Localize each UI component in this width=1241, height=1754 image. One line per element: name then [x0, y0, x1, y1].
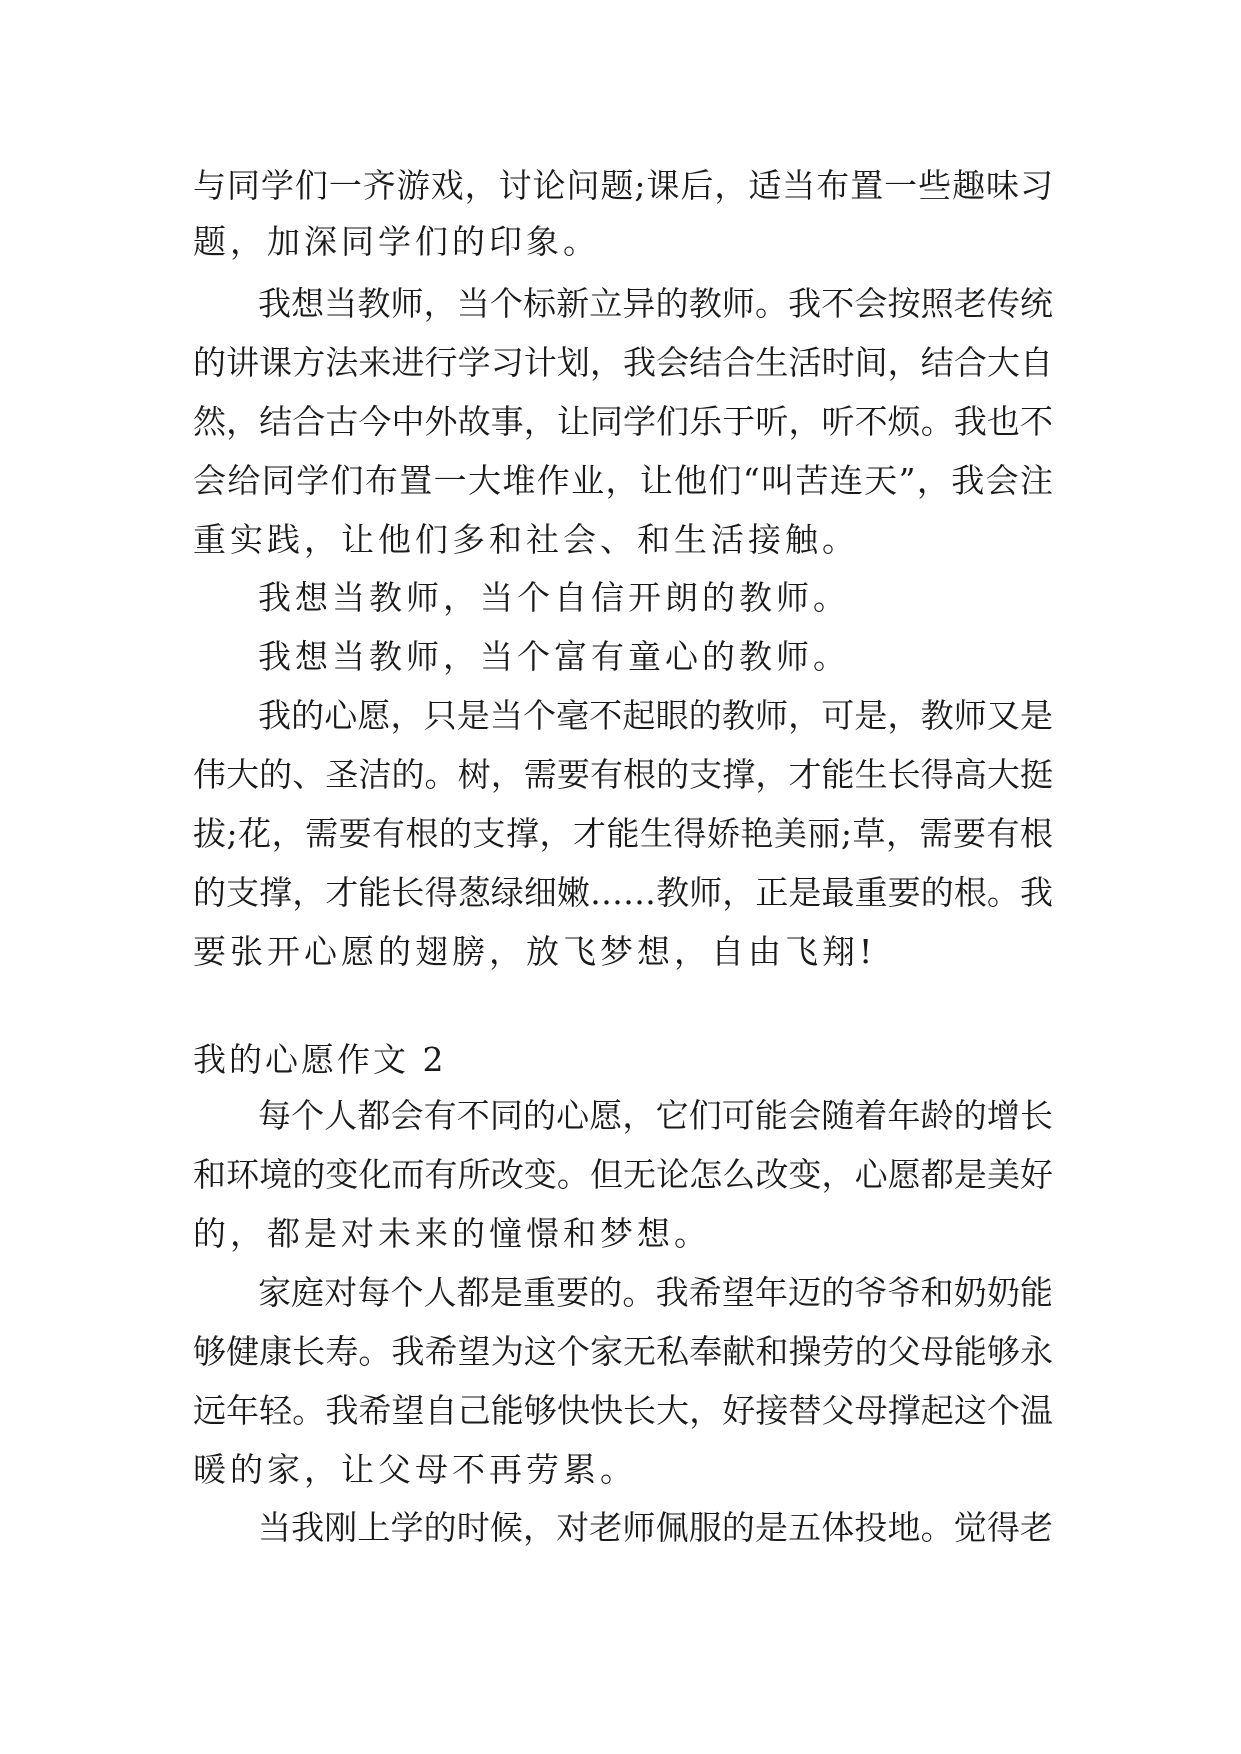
paragraph-line: 然，结合古今中外故事，让同学们乐于听，听不烦。我也不 — [193, 402, 1053, 441]
paragraph-line: 够健康长寿。我希望为这个家无私奉献和操劳的父母能够永 — [193, 1332, 1053, 1371]
paragraph-line: 的，都是对未来的憧憬和梦想。 — [193, 1214, 711, 1253]
paragraph-line: 当我刚上学的时候，对老师佩服的是五体投地。觉得老 — [258, 1508, 1053, 1547]
paragraph-line: 暖的家，让父母不再劳累。 — [193, 1450, 637, 1489]
paragraph-line: 我想当教师，当个富有童心的教师。 — [258, 637, 850, 676]
paragraph-line: 拔;花，需要有根的支撑，才能生得娇艳美丽;草，需要有根 — [193, 814, 1053, 853]
paragraph-line: 重实践，让他们多和社会、和生活接触。 — [193, 520, 859, 559]
paragraph-line: 远年轻。我希望自己能够快快长大，好接替父母撑起这个温 — [193, 1391, 1053, 1430]
paragraph-line: 我想当教师，当个标新立异的教师。我不会按照老传统 — [258, 284, 1053, 323]
paragraph-line: 和环境的变化而有所改变。但无论怎么改变，心愿都是美好 — [193, 1155, 1053, 1194]
paragraph-line: 我想当教师，当个自信开朗的教师。 — [258, 578, 850, 617]
paragraph-line: 家庭对每个人都是重要的。我希望年迈的爷爷和奶奶能 — [258, 1273, 1053, 1312]
paragraph-line: 每个人都会有不同的心愿，它们可能会随着年龄的增长 — [258, 1096, 1053, 1135]
paragraph-line: 我的心愿，只是当个毫不起眼的教师，可是，教师又是 — [258, 696, 1053, 735]
paragraph-line: 的支撑，才能长得葱绿细嫩……教师，正是最重要的根。我 — [193, 873, 1053, 912]
paragraph-line: 会给同学们布置一大堆作业，让他们“叫苦连天”，我会注 — [193, 461, 1053, 500]
paragraph-line: 伟大的、圣洁的。树，需要有根的支撑，才能生长得高大挺 — [193, 755, 1053, 794]
paragraph-line: 的讲课方法来进行学习计划，我会结合生活时间，结合大自 — [193, 343, 1053, 382]
paragraph-line: 要张开心愿的翅膀，放飞梦想，自由飞翔! — [193, 932, 877, 971]
section-title: 我的心愿作文 2 — [193, 1040, 447, 1079]
paragraph-line: 题，加深同学们的印象。 — [193, 222, 600, 261]
paragraph-line: 与同学们一齐游戏，讨论问题;课后，适当布置一些趣味习 — [193, 166, 1053, 205]
